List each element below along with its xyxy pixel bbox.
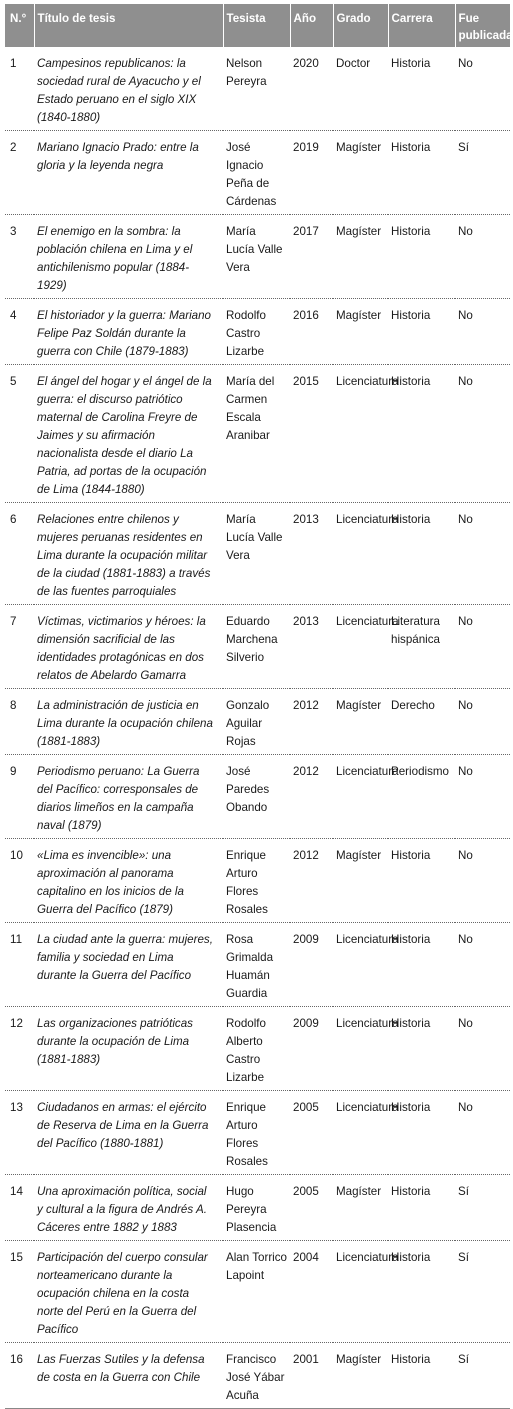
cell-anio: 2005 (290, 1175, 333, 1241)
cell-grado: Licenciatura (333, 365, 388, 503)
cell-grado: Licenciatura (333, 1241, 388, 1343)
header-tesista: Tesista (223, 4, 290, 47)
cell-anio: 2012 (290, 755, 333, 839)
cell-anio: 2013 (290, 503, 333, 605)
cell-num: 1 (5, 47, 34, 131)
cell-grado: Licenciatura (333, 605, 388, 689)
cell-carrera: Historia (388, 923, 455, 1007)
cell-publicada: No (455, 1007, 510, 1091)
cell-grado: Licenciatura (333, 1091, 388, 1175)
cell-tesista: Gonzalo Aguilar Rojas (223, 689, 290, 755)
cell-grado: Magíster (333, 131, 388, 215)
cell-tesista: José Ignacio Peña de Cárdenas (223, 131, 290, 215)
table-row (5, 1241, 510, 1343)
cell-carrera: Historia (388, 131, 455, 215)
cell-anio: 2009 (290, 923, 333, 1007)
header-publicada: Fue publicada (455, 4, 510, 47)
cell-titulo: El enemigo en la sombra: la población chilena en Lima y el antichilenismo popular (1884-1929) (34, 215, 223, 299)
cell-titulo: Periodismo peruano: La Guerra del Pacífico: corresponsales de diarios limeños en la campaña naval (1879) (34, 755, 223, 839)
header-titulo: Título de tesis (34, 4, 223, 47)
cell-num: 5 (5, 365, 34, 503)
cell-publicada: No (455, 503, 510, 605)
cell-tesista: Francisco José Yábar Acuña (223, 1343, 290, 1409)
cell-tesista: Enrique Arturo Flores Rosales (223, 839, 290, 923)
cell-tesista: María Lucía Valle Vera (223, 503, 290, 605)
cell-num: 11 (5, 923, 34, 1007)
cell-tesista: José Paredes Obando (223, 755, 290, 839)
cell-num: 15 (5, 1241, 34, 1343)
cell-anio: 2012 (290, 689, 333, 755)
cell-titulo: Mariano Ignacio Prado: entre la gloria y la leyenda negra (34, 131, 223, 215)
cell-tesista: Rodolfo Castro Lizarbe (223, 299, 290, 365)
cell-carrera: Historia (388, 1091, 455, 1175)
table-row (5, 503, 510, 605)
cell-titulo: Relaciones entre chilenos y mujeres peruanas residentes en Lima durante la ocupación militar de la ciudad (1881-1883) a través de las fuentes parroquiales (34, 503, 223, 605)
cell-publicada: No (455, 605, 510, 689)
cell-grado: Licenciatura (333, 923, 388, 1007)
cell-num: 16 (5, 1343, 34, 1409)
table-row (5, 923, 510, 1007)
cell-carrera: Historia (388, 47, 455, 131)
table-row (5, 1343, 510, 1409)
cell-grado: Magíster (333, 299, 388, 365)
cell-publicada: Sí (455, 1175, 510, 1241)
table-row (5, 299, 510, 365)
cell-grado: Doctor (333, 47, 388, 131)
cell-num: 2 (5, 131, 34, 215)
cell-num: 14 (5, 1175, 34, 1241)
cell-tesista: Eduardo Marchena Silverio (223, 605, 290, 689)
cell-publicada: Sí (455, 131, 510, 215)
cell-num: 3 (5, 215, 34, 299)
cell-carrera: Historia (388, 365, 455, 503)
cell-anio: 2017 (290, 215, 333, 299)
table-row (5, 131, 510, 215)
cell-num: 8 (5, 689, 34, 755)
thesis-table (5, 4, 513, 1409)
cell-grado: Licenciatura (333, 503, 388, 605)
cell-tesista: Enrique Arturo Flores Rosales (223, 1091, 290, 1175)
cell-num: 7 (5, 605, 34, 689)
cell-grado: Magíster (333, 689, 388, 755)
cell-carrera: Historia (388, 1007, 455, 1091)
cell-carrera: Historia (388, 215, 455, 299)
cell-carrera: Historia (388, 503, 455, 605)
cell-publicada: No (455, 47, 510, 131)
cell-titulo: Participación del cuerpo consular norteamericano durante la ocupación chilena en la costa norte del Perú en la Guerra del Pacífico (34, 1241, 223, 1343)
table-row (5, 215, 510, 299)
table-row (5, 689, 510, 755)
cell-publicada: No (455, 923, 510, 1007)
cell-grado: Licenciatura (333, 1007, 388, 1091)
cell-publicada: Sí (455, 1343, 510, 1409)
cell-carrera: Periodismo (388, 755, 455, 839)
cell-anio: 2013 (290, 605, 333, 689)
header-anio: Año (290, 4, 333, 47)
cell-grado: Magíster (333, 215, 388, 299)
cell-titulo: El historiador y la guerra: Mariano Felipe Paz Soldán durante la guerra con Chile (1879-1883) (34, 299, 223, 365)
cell-num: 9 (5, 755, 34, 839)
table-row (5, 755, 510, 839)
table-body (5, 47, 510, 1409)
cell-anio: 2004 (290, 1241, 333, 1343)
cell-publicada: No (455, 689, 510, 755)
cell-anio: 2019 (290, 131, 333, 215)
cell-num: 4 (5, 299, 34, 365)
cell-anio: 2020 (290, 47, 333, 131)
cell-tesista: Alan Torrico Lapoint (223, 1241, 290, 1343)
cell-tesista: María del Carmen Escala Aranibar (223, 365, 290, 503)
cell-titulo: «Lima es invencible»: una aproximación al panorama capitalino en los inicios de la Guerra del Pacífico (1879) (34, 839, 223, 923)
cell-tesista: María Lucía Valle Vera (223, 215, 290, 299)
cell-num: 10 (5, 839, 34, 923)
cell-publicada: No (455, 1091, 510, 1175)
cell-grado: Licenciatura (333, 755, 388, 839)
cell-carrera: Literatura hispánica (388, 605, 455, 689)
cell-carrera: Derecho (388, 689, 455, 755)
cell-publicada: Sí (455, 1241, 510, 1343)
cell-titulo: Víctimas, victimarios y héroes: la dimensión sacrificial de las identidades protagónicas en dos relatos de Abelardo Gamarra (34, 605, 223, 689)
table-row (5, 1007, 510, 1091)
cell-publicada: No (455, 839, 510, 923)
table-row (5, 605, 510, 689)
cell-tesista: Nelson Pereyra (223, 47, 290, 131)
table-row (5, 47, 510, 131)
cell-publicada: No (455, 365, 510, 503)
cell-titulo: La ciudad ante la guerra: mujeres, familia y sociedad en Lima durante la Guerra del Pacífico (34, 923, 223, 1007)
header-grado: Grado (333, 4, 388, 47)
cell-titulo: Las Fuerzas Sutiles y la defensa de costa en la Guerra con Chile (34, 1343, 223, 1409)
cell-anio: 2012 (290, 839, 333, 923)
table-row (5, 1091, 510, 1175)
table-row (5, 1175, 510, 1241)
cell-anio: 2005 (290, 1091, 333, 1175)
table-row (5, 365, 510, 503)
cell-tesista: Rosa Grimalda Huamán Guardia (223, 923, 290, 1007)
cell-anio: 2015 (290, 365, 333, 503)
table-row (5, 839, 510, 923)
header-carrera: Carrera (388, 4, 455, 47)
cell-publicada: No (455, 299, 510, 365)
cell-carrera: Historia (388, 1343, 455, 1409)
header-num: N.° (5, 4, 34, 47)
cell-publicada: No (455, 755, 510, 839)
cell-titulo: Las organizaciones patrióticas durante la ocupación de Lima (1881-1883) (34, 1007, 223, 1091)
cell-num: 6 (5, 503, 34, 605)
cell-grado: Magíster (333, 1175, 388, 1241)
cell-tesista: Hugo Pereyra Plasencia (223, 1175, 290, 1241)
cell-titulo: Ciudadanos en armas: el ejército de Reserva de Lima en la Guerra del Pacífico (1880-1881) (34, 1091, 223, 1175)
cell-anio: 2016 (290, 299, 333, 365)
cell-anio: 2001 (290, 1343, 333, 1409)
cell-titulo: Campesinos republicanos: la sociedad rural de Ayacucho y el Estado peruano en el siglo XIX (1840-1880) (34, 47, 223, 131)
cell-carrera: Historia (388, 1175, 455, 1241)
cell-carrera: Historia (388, 839, 455, 923)
cell-grado: Magíster (333, 1343, 388, 1409)
table-header-row (5, 4, 510, 47)
cell-anio: 2009 (290, 1007, 333, 1091)
cell-titulo: El ángel del hogar y el ángel de la guerra: el discurso patriótico maternal de Carolina Freyre de Jaimes y su afirmación nacionalista desde el diario La Patria, ad portas de la ocupación de Lima (1844-1880) (34, 365, 223, 503)
cell-grado: Magíster (333, 839, 388, 923)
cell-publicada: No (455, 215, 510, 299)
cell-titulo: Una aproximación política, social y cultural a la figura de Andrés A. Cáceres entre 1882 y 1883 (34, 1175, 223, 1241)
cell-carrera: Historia (388, 1241, 455, 1343)
cell-carrera: Historia (388, 299, 455, 365)
cell-num: 12 (5, 1007, 34, 1091)
cell-tesista: Rodolfo Alberto Castro Lizarbe (223, 1007, 290, 1091)
cell-titulo: La administración de justicia en Lima durante la ocupación chilena (1881-1883) (34, 689, 223, 755)
cell-num: 13 (5, 1091, 34, 1175)
